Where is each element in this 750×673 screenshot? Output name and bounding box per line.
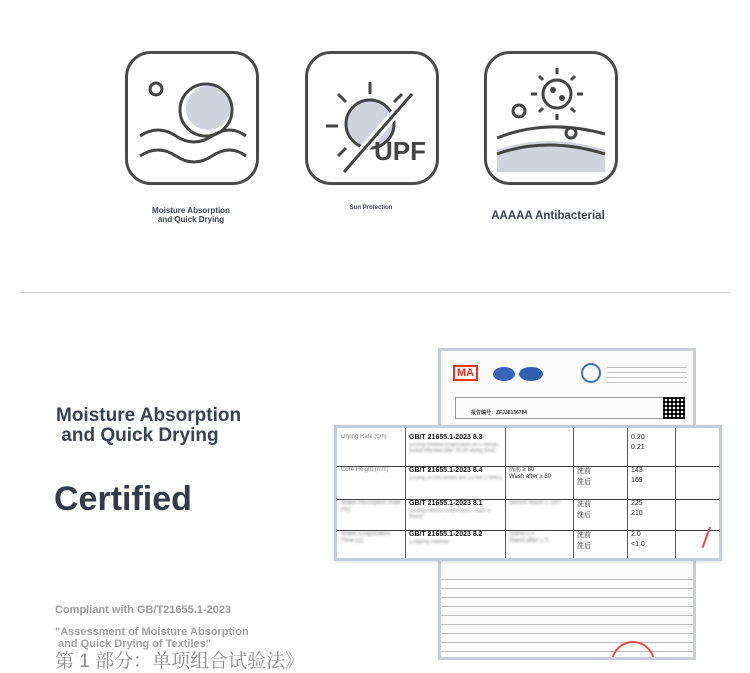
compliant-text: Compliant with GB/T21655.1-2023	[55, 604, 232, 616]
row-standard: GB/T 21655.1-2023 8.1	[409, 500, 483, 507]
row-result: 洗前 洗后	[577, 532, 591, 550]
feature-label-sun: Sun Protection	[349, 205, 393, 211]
test-results-table	[334, 425, 722, 561]
row-requirement: Stand ≤ 5 Stand after ≤ 5	[509, 531, 549, 544]
row-value-1: 225	[631, 500, 643, 507]
row-result: 洗前 洗后	[577, 468, 591, 486]
ma-logo: MA	[453, 365, 478, 381]
section-divider	[20, 292, 730, 293]
row-value-1: 143	[631, 467, 643, 474]
cnas-logo-icon	[519, 367, 543, 381]
assessment-text: "Assessment of Moisture Absorption and Quick Drying of Textiles"	[55, 626, 249, 650]
antibacterial-icon-box	[484, 51, 618, 185]
row-item: Water Evaporation Time (s)	[341, 531, 391, 544]
row-standard-note: (Drying method evaporation for 1 minute, tested effective after 20.20 drying time)	[409, 443, 500, 454]
chinese-standard-text: 第 1 部分：单项组合试验法》	[55, 651, 305, 672]
headline: Moisture Absorption and Quick Drying	[56, 405, 242, 446]
row-standard-note: (Drying 30 min before test 30 min 5 times)	[409, 476, 503, 481]
antibacterial-icon	[487, 54, 615, 182]
upf-badge: UPF	[374, 136, 426, 166]
row-standard-note: (Dripping method)	[409, 540, 450, 545]
feature-label-moisture: Moisture Absorption and Quick Drying	[152, 206, 230, 224]
certified-title: Certified	[54, 480, 192, 518]
row-standard: GB/T 21655.1-2023 8.2	[409, 531, 483, 538]
table-row	[337, 434, 719, 467]
row-item: Water Absorption Rate (%)	[341, 500, 402, 513]
table-row	[337, 500, 719, 531]
row-value-1: 2.0	[631, 531, 641, 538]
report-number: 报告编号：ZFJJ8136784	[471, 410, 528, 416]
row-item: Drying Rate (g/h)	[341, 434, 387, 440]
row-value-2: 210	[631, 510, 643, 517]
row-value-1: 0.20	[631, 434, 645, 441]
row-value-2: <1.0	[631, 541, 645, 548]
row-standard: GB/T 21655.1-2023 8.3	[409, 434, 483, 441]
ilac-logo-icon	[493, 367, 515, 381]
qr-code-icon	[663, 397, 685, 419]
row-requirement: 洗前 ≥ 80 Wash after ≥ 80	[509, 467, 552, 480]
row-value-2: 169	[631, 477, 643, 484]
header-fine-print	[607, 365, 687, 383]
row-standard-note: (Drying method evaporation, Wash 5 times)	[409, 509, 491, 520]
moisture-icon	[128, 54, 256, 182]
row-standard: GB/T 21655.1-2023 8.4	[409, 467, 483, 474]
feature-label-antibacterial: AAAAA Antibacterial	[491, 210, 605, 222]
row-value-2: 0.21	[631, 444, 645, 451]
table-row	[337, 531, 719, 558]
row-result: 洗前 洗后	[577, 501, 591, 519]
moisture-icon-box	[125, 51, 259, 185]
sun-protection-icon-box	[305, 51, 439, 185]
row-item: Core Height (mm)	[341, 467, 389, 473]
report-lower-table	[441, 571, 693, 660]
row-requirement: Before Wash ≥ 200	[509, 500, 561, 506]
table-row	[337, 467, 719, 500]
lab-logo-icon	[581, 363, 601, 383]
